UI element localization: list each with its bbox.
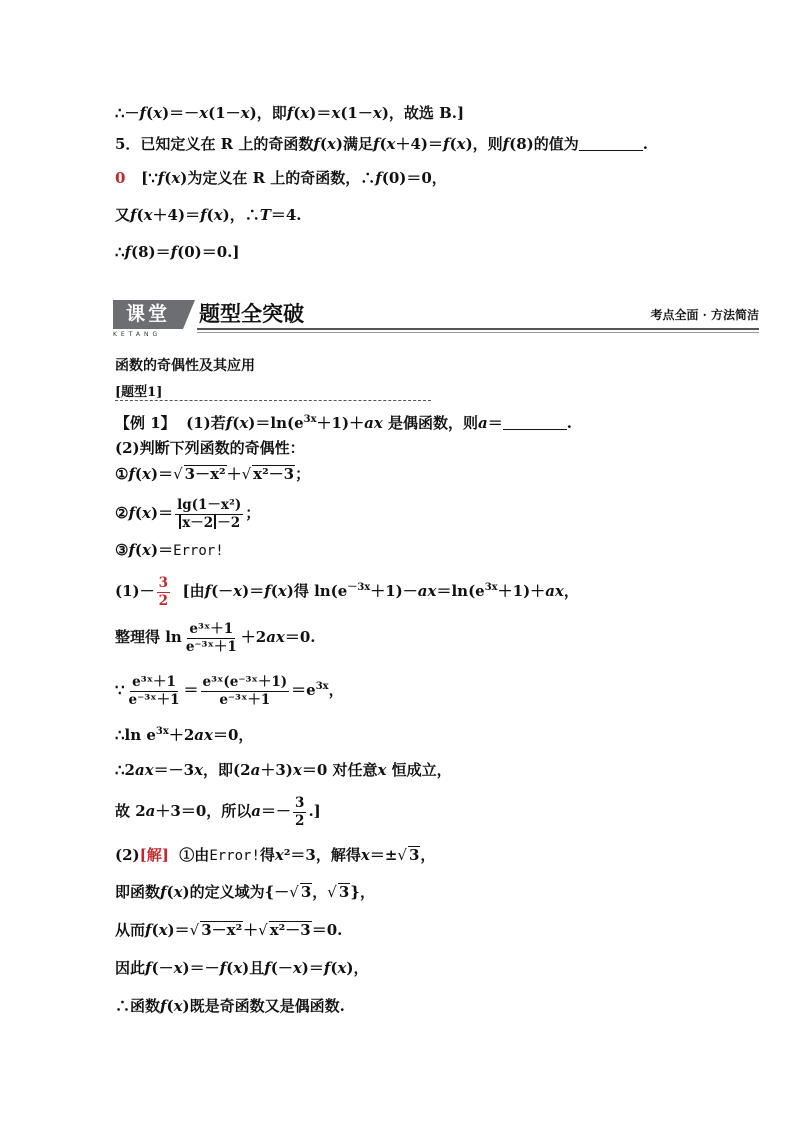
banner-rule-thin: [197, 332, 759, 333]
solution-label: [解]: [139, 846, 169, 864]
fraction: $\frac{\text{e³ˣ＋1}}{\text{e⁻³ˣ＋1}}$: [128, 673, 180, 708]
fraction: $\frac{\text{e³ˣ＋1}}{\text{e⁻³ˣ＋1}}$: [185, 620, 237, 655]
answer-5-line3: ∴f(8)＝f(0)＝0.]: [115, 243, 240, 261]
example-1-item-3: ③f(x)＝Error!: [115, 541, 224, 559]
type-label: [题型1]: [115, 385, 163, 400]
answer-blank: [503, 415, 567, 430]
fraction: $\frac{\text{lg(1－x²)}}{x-2 -2}$: [177, 496, 242, 531]
solution-2-line-3: 从而f(x)＝√ 3－x²＋√ x²－3＝0.: [115, 921, 343, 939]
example-1-part-2: (2)判断下列函数的奇偶性：: [115, 439, 305, 457]
example-1-item-2: ②f(x)＝ $\frac{\text{lg(1－x²)}}{x-2 -2}$ ；: [115, 496, 261, 531]
fraction: $\frac{3}{2}$: [295, 794, 305, 829]
solution-2-line-2: 即函数f(x)的定义域为{－√ 3，√ 3}，: [115, 883, 375, 901]
banner-rule: [197, 328, 759, 330]
solution-1-line-3: ∵ $\frac{\text{e³ˣ＋1}}{\text{e⁻³ˣ＋1}}$ ＝ $\frac{\text{e³ˣ(e⁻³ˣ＋1)}}{\text{e⁻³ˣ＋1}}$ $=e^{3x}$，: [115, 673, 344, 708]
answer-fraction: $\frac{3}{2}$: [158, 574, 169, 609]
solution-1-line-6: 故 2a＋3＝0，所以a＝－ $\frac{3}{2}$ .]: [115, 794, 321, 829]
solution-2-line-1: (2)[解] ①由Error!得x²＝3，解得x＝±√ 3，: [115, 846, 436, 864]
section-heading: 函数的奇偶性及其应用: [115, 358, 255, 374]
answer-blank: [579, 136, 643, 151]
solution-1-line-4: ∴ln $e^{3x}+2ax=0$，: [115, 726, 254, 744]
banner-title: 题型全突破: [199, 302, 304, 326]
banner-tag-tail: [183, 300, 195, 329]
example-1-item-1: ①f(x)＝√ 3－x²＋√ x²－3；: [115, 465, 311, 483]
banner-pinyin: KETANG: [113, 331, 162, 338]
fraction: $\frac{\text{e³ˣ(e⁻³ˣ＋1)}}{\text{e⁻³ˣ＋1}}$: [202, 673, 288, 708]
answer-5-value: 0: [115, 169, 126, 187]
solution-2-line-4: 因此f(－x)＝－f(x)且f(－x)＝f(x)，: [115, 959, 369, 977]
solution-1-line-5: ∴2ax＝－3x，即(2a＋3)x＝0 对任意x 恒成立，: [115, 761, 452, 779]
banner-subtitle: 考点全面 · 方法简洁: [650, 308, 759, 322]
solution-2-line-5: ∴函数f(x)既是奇函数又是偶函数.: [115, 997, 345, 1015]
solution-1-line-2: 整理得 ln $\frac{\text{e³ˣ＋1}}{\text{e⁻³ˣ＋1}}$ ＋2ax＝0.: [115, 620, 316, 655]
section-banner: [113, 300, 759, 338]
prev-solution-end: ∴－f(x)＝－x(1－x)，即f(x)＝x(1－x)，故选 B.]: [115, 104, 465, 122]
solution-1-line-1: (1)－ $\frac{3}{2}$ [由f(－x)＝f(x)得 $\ln(e^{-3x}+1)-ax=\ln(e^{3x}+1)+ax$，: [115, 574, 579, 609]
banner-tag: 课堂: [113, 300, 183, 329]
question-5: 5．已知定义在 R 上的奇函数f(x)满足f(x＋4)＝f(x)，则f(8)的值为 .: [115, 135, 648, 153]
answer-5-line2: 又f(x＋4)＝f(x)，∴T＝4.: [115, 206, 302, 224]
answer-5-line1: 0 [∵f(x)为定义在 R 上的奇函数，∴f(0)＝0，: [115, 169, 447, 187]
example-1-part-1: 【例 1】 (1)若$f(x)=\ln(e^{3x}+1)+ax$ 是偶函数，则a＝ .: [115, 414, 572, 432]
type-divider: [115, 400, 431, 401]
